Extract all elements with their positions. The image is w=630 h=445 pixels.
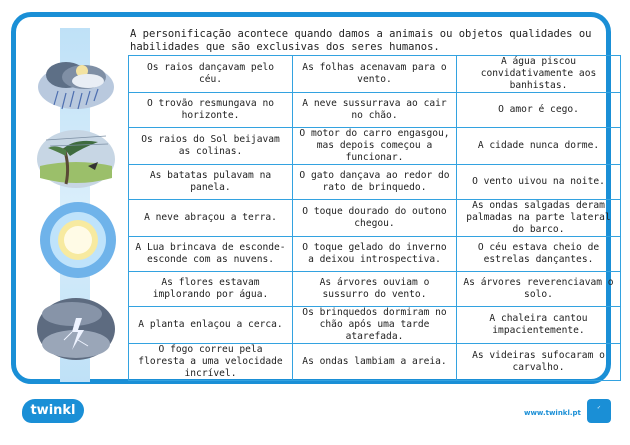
- table-cell: As árvores reverenciavam o solo.: [457, 272, 621, 307]
- table-cell: O céu estava cheio de estrelas dançantes.: [457, 237, 621, 272]
- table-cell: O gato dançava ao redor do rato de brinquedo.: [293, 165, 457, 200]
- table-cell: As videiras sufocaram o carvalho.: [457, 344, 621, 381]
- twinkl-logo: twinkl: [22, 399, 84, 423]
- sun-icon: [38, 200, 118, 266]
- table-row: [129, 56, 621, 93]
- rain-cloud-icon: [36, 51, 116, 117]
- table-cell: As folhas acenavam para o vento.: [293, 56, 457, 93]
- table-cell: A água piscou convidativamente aos banhistas.: [457, 56, 621, 93]
- table-cell: As ondas lambiam a areia.: [293, 344, 457, 381]
- table-row: [129, 93, 621, 128]
- table-cell: O fogo correu pela floresta a uma velocidade incrível.: [129, 344, 293, 381]
- table-cell: Os raios do Sol beijavam as colinas.: [129, 128, 293, 165]
- table-cell: As árvores ouviam o sussurro do vento.: [293, 272, 457, 307]
- table-cell: O toque gelado do inverno a deixou introspectiva.: [293, 237, 457, 272]
- table-row: [129, 165, 621, 200]
- table-cell: O motor do carro engasgou, mas depois começou a funcionar.: [293, 128, 457, 165]
- table-row: [129, 307, 621, 344]
- table-row: [129, 200, 621, 237]
- table-cell: O trovão resmungava no horizonte.: [129, 93, 293, 128]
- table-cell: A chaleira cantou impacientemente.: [457, 307, 621, 344]
- examples-table: [128, 55, 621, 381]
- lightning-storm-icon: [36, 296, 116, 362]
- intro-text: A personificação acontece quando damos a animais ou objetos qualidades ou habilidades que são exclusivas dos seres humanos.: [130, 28, 592, 53]
- footer-url[interactable]: www.twinkl.pt: [524, 409, 581, 417]
- table-cell: A Lua brincava de esconde-esconde com as nuvens.: [129, 237, 293, 272]
- table-cell: Os brinquedos dormiram no chão após uma tarde atarefada.: [293, 307, 457, 344]
- table-row: [129, 344, 621, 381]
- table-cell: As batatas pulavam na panela.: [129, 165, 293, 200]
- table-row: [129, 272, 621, 307]
- table-cell: As ondas salgadas deram palmadas na parte lateral do barco.: [457, 200, 621, 237]
- windy-storm-icon: [36, 126, 116, 192]
- table-cell: A neve abraçou a terra.: [129, 200, 293, 237]
- table-cell: A cidade nunca dorme.: [457, 128, 621, 165]
- table-cell: O toque dourado do outono chegou.: [293, 200, 457, 237]
- table-cell: O vento uivou na noite.: [457, 165, 621, 200]
- table-cell: A neve sussurrava ao cair no chão.: [293, 93, 457, 128]
- table-cell: Os raios dançavam pelo céu.: [129, 56, 293, 93]
- table-row: [129, 237, 621, 272]
- table-cell: As flores estavam implorando por água.: [129, 272, 293, 307]
- table-cell: O amor é cego.: [457, 93, 621, 128]
- table-row: [129, 128, 621, 165]
- table-cell: A planta enlaçou a cerca.: [129, 307, 293, 344]
- quality-badge-icon: ✓: [587, 399, 611, 423]
